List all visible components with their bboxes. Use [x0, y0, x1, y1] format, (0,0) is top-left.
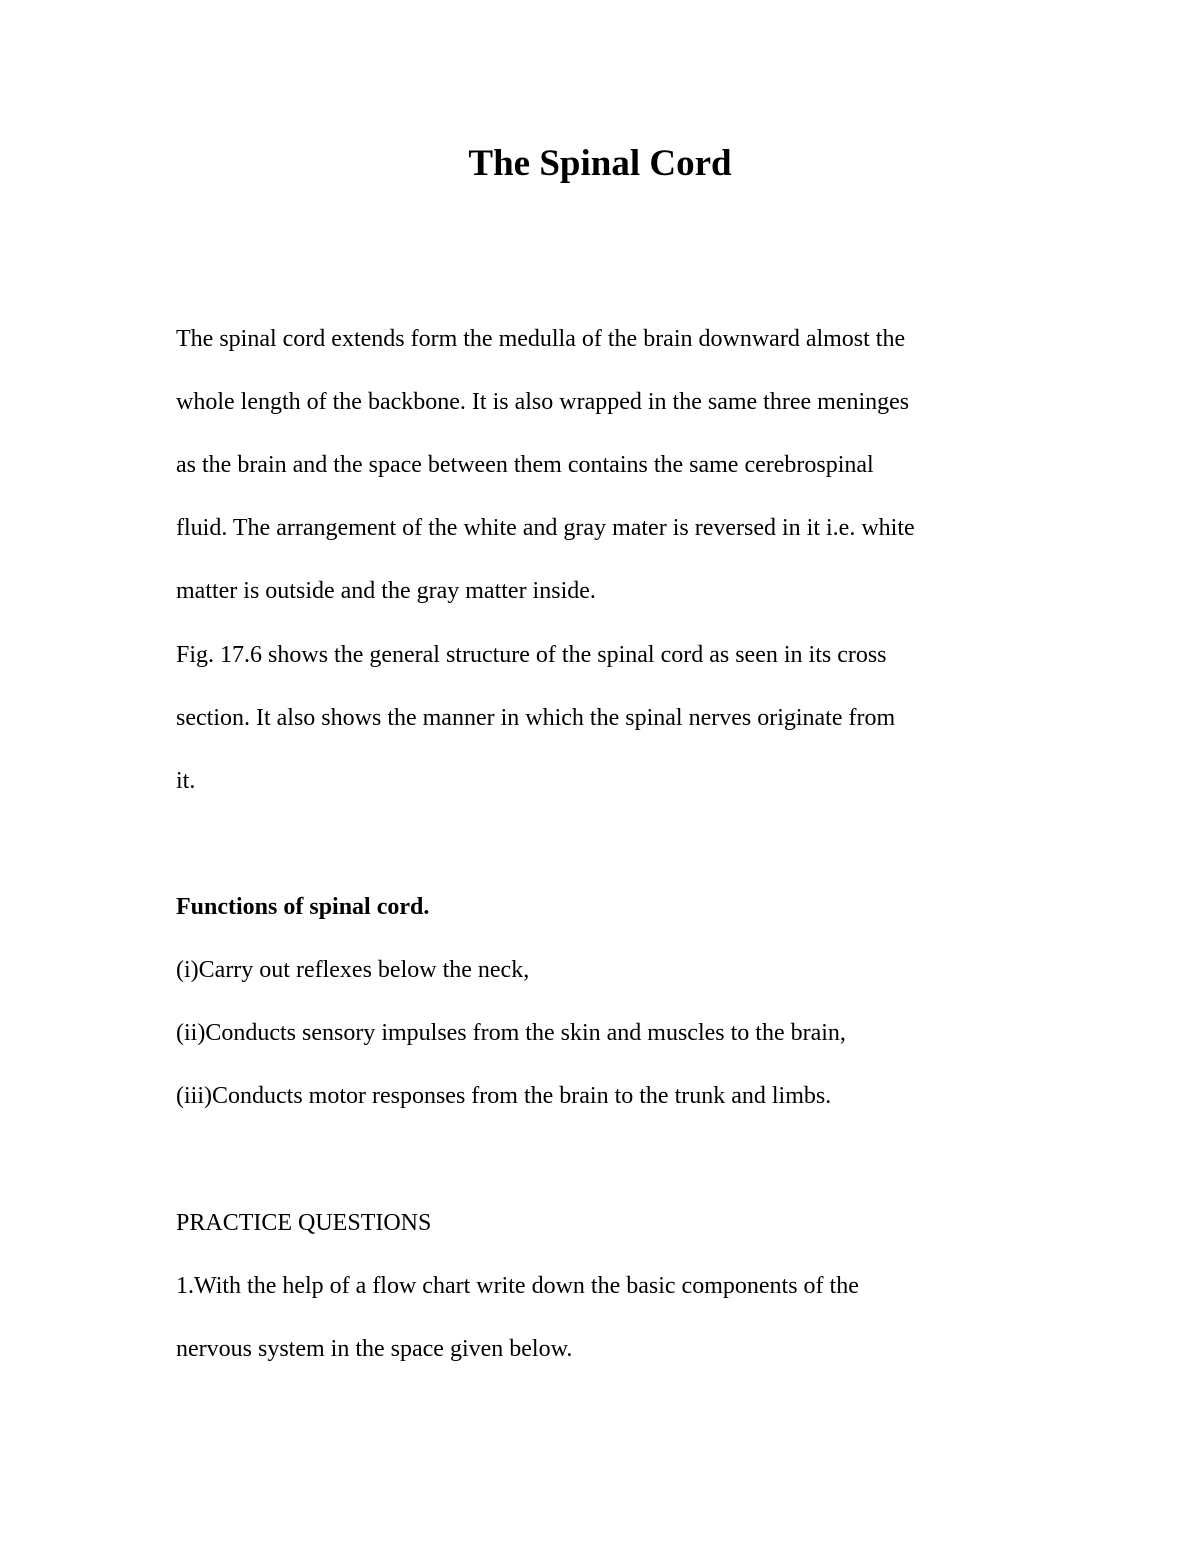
figure-paragraph-line-1: Fig. 17.6 shows the general structure of the spinal cord as seen in its cross [176, 642, 887, 668]
figure-paragraph-line-2: section. It also shows the manner in which the spinal nerves originate from [176, 705, 896, 731]
intro-paragraph-line-2: whole length of the backbone. It is also wrapped in the same three meninges [176, 389, 910, 415]
intro-paragraph-line-5: matter is outside and the gray matter inside. [176, 578, 596, 604]
page-title: The Spinal Cord [468, 143, 732, 184]
intro-paragraph-line-1: The spinal cord extends form the medulla of the brain downward almost the [176, 326, 906, 352]
practice-heading: PRACTICE QUESTIONS [176, 1210, 432, 1236]
functions-item-1: (i)Carry out reflexes below the neck, [176, 957, 530, 983]
practice-question-1-line-1: 1.With the help of a flow chart write down the basic components of the [176, 1273, 859, 1299]
functions-heading: Functions of spinal cord. [176, 894, 430, 920]
practice-question-1-line-2: nervous system in the space given below. [176, 1336, 573, 1362]
functions-item-2: (ii)Conducts sensory impulses from the skin and muscles to the brain, [176, 1020, 846, 1046]
figure-paragraph-line-3: it. [176, 768, 196, 794]
functions-item-3: (iii)Conducts motor responses from the brain to the trunk and limbs. [176, 1083, 832, 1109]
intro-paragraph-line-3: as the brain and the space between them contains the same cerebrospinal [176, 452, 874, 478]
intro-paragraph-line-4: fluid. The arrangement of the white and gray mater is reversed in it i.e. white [176, 515, 915, 541]
